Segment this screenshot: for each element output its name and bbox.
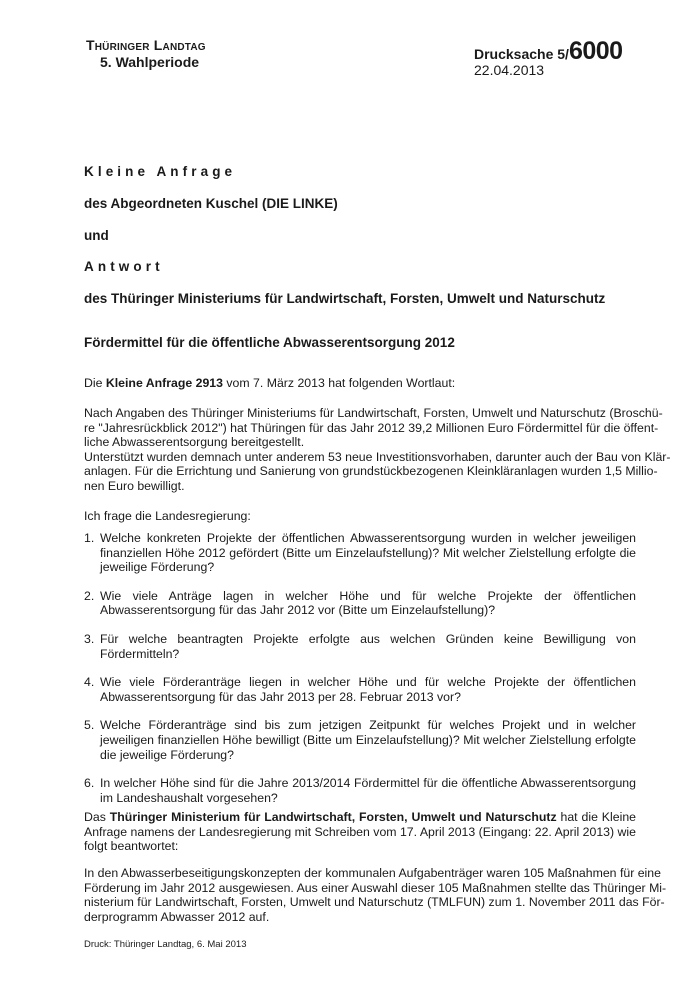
title-abgeordneter: des Abgeordneten Kuschel (DIE LINKE) [84, 196, 338, 211]
ask-line: Ich frage die Landesregierung: [84, 509, 251, 523]
title-antwort: Antwort [84, 259, 164, 274]
document-number: 6000 [568, 37, 623, 65]
ministry-name: Thüringer Ministerium für Landwirtschaft, Forsten, Umwelt und Naturschutz [109, 810, 557, 824]
parliament-name: Thüringer Landtag [86, 37, 206, 53]
answer-paragraph: In den Abwasserbeseitigungskonzepten der kommunalen Aufgabenträger waren 105 Maßnahmen für eine Förderung im Jahr 2012 ausgewiesen. Aus einer Auswahl dieser 105 Maßnahmen stellte das Thüringer Mi- nisterium für Landwirtschaft, Forsten, Umwelt und Naturschutz (TMLFUN) zum 1. November 2011 das För- derprogramm Abwasser 2012 auf. [84, 866, 667, 924]
question-item: 3. Für welche beantragten Projekte erfolgte aus welchen Gründen keine Bewilligung von Fördermitteln? [84, 631, 636, 661]
title-und: und [84, 228, 109, 243]
document-header [474, 37, 623, 78]
question-preamble: Nach Angaben des Thüringer Ministeriums für Landwirtschaft, Forsten, Umwelt und Naturschutz (Broschü- re "Jahresrückblick 2012") hat Thüringen für das Jahr 2012 39,2 Millionen Euro Fördermittel für die öffent- liche Abwasserentsorgung bereitgestellt. Unterstützt wurden demnach unter anderem 53 neue Investitionsvorhaben, darunter auch der Bau von Klär- anlagen. Für die Errichtung und Sanierung von grundstückbezogenen Kleinkläranlagen wurden 1,5 Millio- nen Euro bewilligt. [84, 406, 671, 493]
subject-heading: Fördermittel für die öffentliche Abwasserentsorgung 2012 [84, 335, 455, 350]
answer-intro: Das Thüringer Ministerium für Landwirtschaft, Forsten, Umwelt und Naturschutz hat die Kleine Anfrage namens der Landesregierung mit Schreiben vom 17. April 2013 (Eingang: 22. April 2013) wie folgt beantwortet: [84, 810, 636, 854]
question-item: 2. Wie viele Anträge lagen in welcher Höhe und für welche Projekte der öffentlichen Abwasserentsorgung für das Jahr 2012 vor (Bitte um Einzelaufstellung)? [84, 588, 636, 618]
intro-line: Die Kleine Anfrage 2913 vom 7. März 2013 hat folgenden Wortlaut: [84, 376, 456, 390]
question-item: 5. Welche Förderanträge sind bis zum jetzigen Zeitpunkt für welches Projekt und in welcher jeweiligen finanziellen Höhe bewilligt (Bitte um Einzelaufstellung)? Mit welcher Zielstellung erfolgte die jeweilige Förderung? [84, 718, 636, 762]
title-kleine-anfrage: Kleine Anfrage [84, 164, 237, 179]
parliament-header [86, 37, 206, 71]
document-label: Drucksache 5/ [474, 46, 569, 62]
question-item: 4. Wie viele Förderanträge liegen in welcher Höhe und für welche Projekte der öffentlichen Abwasserentsorgung für das Jahr 2013 per 28. Februar 2013 vor? [84, 675, 636, 704]
legislative-period: 5. Wahlperiode [100, 54, 200, 70]
question-item: 1. Welche konkreten Projekte der öffentlichen Abwasserentsorgung wurden in welcher jeweiligen finanziellen Höhe 2012 gefördert (Bitte um Einzelaufstellung)? Mit welcher Zielstellung erfolgte die jeweilige Förderung? [84, 531, 636, 575]
anfrage-number: Kleine Anfrage 2913 [105, 376, 223, 390]
questions-list [84, 531, 636, 819]
document-date: 22.04.2013 [474, 62, 545, 78]
print-note: Druck: Thüringer Landtag, 6. Mai 2013 [84, 939, 247, 950]
title-ministerium: des Thüringer Ministeriums für Landwirtschaft, Forsten, Umwelt und Naturschutz [84, 291, 606, 306]
question-item: 6. In welcher Höhe sind für die Jahre 2013/2014 Fördermittel für die öffentliche Abwasserentsorgung im Landeshaushalt vorgesehen? [84, 776, 636, 805]
